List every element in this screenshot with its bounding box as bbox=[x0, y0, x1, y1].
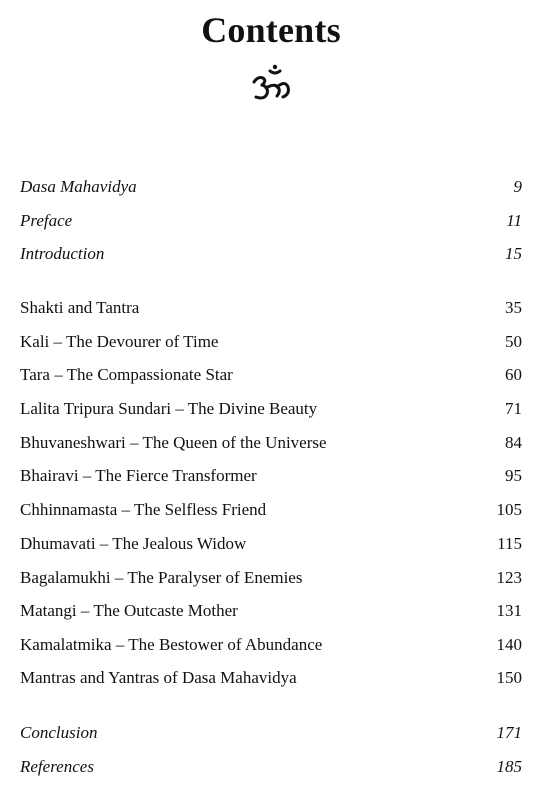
entry-page-number: 71 bbox=[505, 399, 522, 418]
toc-entry bbox=[20, 209, 522, 233]
entry-title: Dhumavati – The Jealous Widow bbox=[20, 534, 247, 553]
entry-title: Preface bbox=[20, 211, 73, 230]
toc-entry bbox=[20, 330, 522, 354]
entry-title: Kali – The Devourer of Time bbox=[20, 332, 219, 351]
toc-entry bbox=[20, 599, 522, 623]
entry-title: Chhinnamasta – The Selfless Friend bbox=[20, 500, 267, 519]
toc-entry bbox=[20, 566, 522, 590]
toc-entry bbox=[20, 397, 522, 421]
toc-entry bbox=[20, 242, 522, 266]
entry-page-number: 185 bbox=[496, 757, 522, 776]
entry-title: Matangi – The Outcaste Mother bbox=[20, 601, 238, 620]
om-icon bbox=[249, 63, 293, 103]
page-title: Contents bbox=[201, 10, 341, 50]
entry-title: References bbox=[20, 757, 94, 776]
toc-entry bbox=[20, 175, 522, 199]
entry-page-number: 150 bbox=[496, 668, 522, 687]
entry-title: Shakti and Tantra bbox=[20, 298, 140, 317]
entry-page-number: 9 bbox=[513, 177, 522, 196]
toc-entry bbox=[20, 666, 522, 690]
entry-page-number: 50 bbox=[505, 332, 522, 351]
entry-title: Bhuvaneshwari – The Queen of the Universe bbox=[20, 433, 327, 452]
toc-entry bbox=[20, 498, 522, 522]
toc-entry bbox=[20, 532, 522, 556]
entry-page-number: 140 bbox=[496, 635, 522, 654]
entry-title: Mantras and Yantras of Dasa Mahavidya bbox=[20, 668, 297, 687]
entry-page-number: 60 bbox=[505, 365, 522, 384]
toc-entry bbox=[20, 464, 522, 488]
entry-page-number: 11 bbox=[506, 211, 522, 230]
entry-page-number: 171 bbox=[496, 723, 522, 742]
entry-page-number: 131 bbox=[496, 601, 522, 620]
entry-page-number: 84 bbox=[505, 433, 522, 452]
toc-entry bbox=[20, 296, 522, 320]
entry-title: Bagalamukhi – The Paralyser of Enemies bbox=[20, 568, 303, 587]
entry-page-number: 123 bbox=[496, 568, 522, 587]
entry-title: Bhairavi – The Fierce Transformer bbox=[20, 466, 257, 485]
entry-page-number: 115 bbox=[497, 534, 522, 553]
toc-entry bbox=[20, 363, 522, 387]
toc-entry bbox=[20, 721, 522, 745]
entry-title: Conclusion bbox=[20, 723, 98, 742]
entry-page-number: 95 bbox=[505, 466, 522, 485]
entry-title: Lalita Tripura Sundari – The Divine Beauty bbox=[20, 399, 318, 418]
entry-title: Dasa Mahavidya bbox=[20, 177, 137, 196]
entry-page-number: 105 bbox=[496, 500, 522, 519]
toc-entry bbox=[20, 755, 522, 779]
entry-title: Tara – The Compassionate Star bbox=[20, 365, 233, 384]
entry-title: Introduction bbox=[20, 244, 105, 263]
toc-entry bbox=[20, 633, 522, 657]
entry-page-number: 35 bbox=[505, 298, 522, 317]
toc-entry bbox=[20, 431, 522, 455]
entry-title: Kamalatmika – The Bestower of Abundance bbox=[20, 635, 323, 654]
entry-page-number: 15 bbox=[505, 244, 522, 263]
